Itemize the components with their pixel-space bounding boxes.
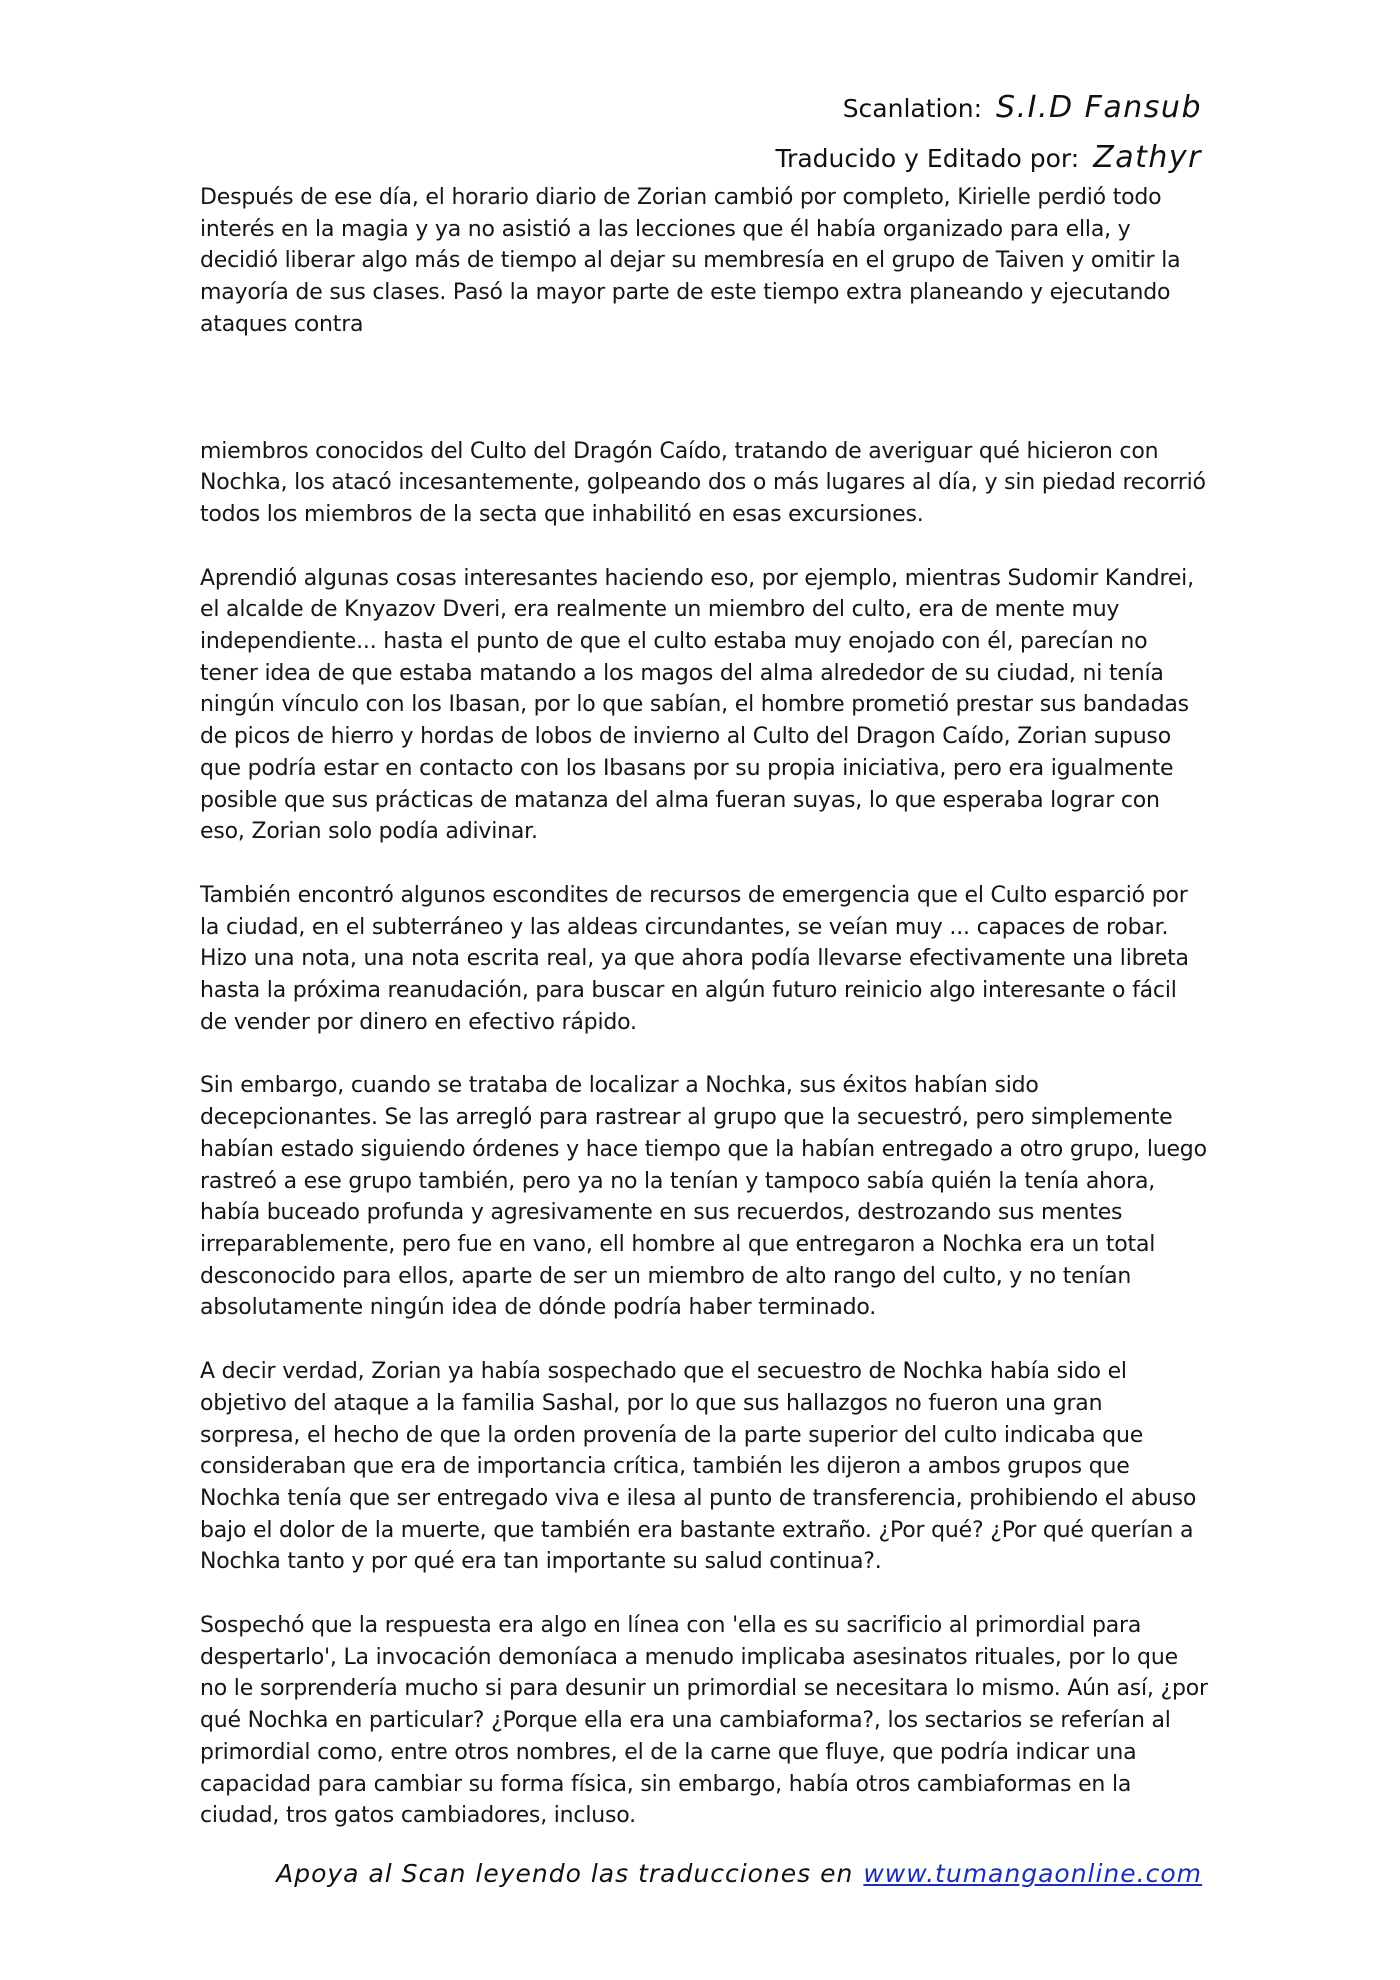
- scanlation-credit: [843, 90, 1202, 125]
- translation-credit: [775, 140, 1202, 175]
- footer-text: Apoya al Scan leyendo las traducciones en: [276, 1859, 854, 1888]
- footer-link[interactable]: www.tumangaonline.com: [863, 1859, 1202, 1888]
- translation-name: Zathyr: [1093, 140, 1202, 175]
- scanlation-label: Scanlation:: [842, 94, 983, 123]
- paragraph: miembros conocidos del Culto del Dragón Caído, tratando de averiguar qué hicieron con Nochka, los atacó incesantemente, golpeando dos o más lugares al día, y sin piedad recorrió todos los miembros de la secta que inhabilitó en esas excursiones.: [200, 438, 1206, 527]
- paragraph: Después de ese día, el horario diario de Zorian cambió por completo, Kirielle perdió todo interés en la magia y ya no asistió a las lecciones que él había organizado para ella, y decidió liberar algo más de tiempo al dejar su membresía en el grupo de Taiven y omitir la mayoría de sus clases. Pasó la mayor parte de este tiempo extra planeando y ejecutando ataques contra: [200, 185, 1181, 337]
- scanlation-name: S.I.D Fansub: [996, 90, 1202, 125]
- translation-label: Traducido y Editado por:: [775, 144, 1080, 173]
- paragraph: También encontró algunos escondites de recursos de emergencia que el Culto esparció por la ciudad, en el subterráneo y las aldeas circundantes, se veían muy ... capaces de robar. Hizo una nota, una nota escrita real, ya que ahora podía llevarse efectivamente una libreta hasta la próxima reanudación, para buscar en algún futuro reinicio algo interesante o fácil de vender por dinero en efectivo rápido.: [200, 882, 1189, 1035]
- paragraph: Sospechó que la respuesta era algo en línea con 'ella es su sacrificio al primordial para despertarlo', La invocación demoníaca a menudo implicaba asesinatos rituales, por lo que no le sorprendería mucho si para desunir un primordial se necesitara lo mismo. Aún así, ¿por qué Nochka en particular? ¿Porque ella era una cambiaforma?, los sectarios se referían al primordial como, entre otros nombres, el de la carne que fluye, que podría indicar una capacidad para cambiar su forma física, sin embargo, había otros cambiaformas en la ciudad, tros gatos cambiadores, incluso.: [200, 1613, 1208, 1829]
- footer-note: [276, 1859, 1202, 1888]
- body-text: [200, 182, 1208, 1832]
- paragraph: A decir verdad, Zorian ya había sospechado que el secuestro de Nochka había sido el objetivo del ataque a la familia Sashal, por lo que sus hallazgos no fueron una gran sorpresa, el hecho de que la orden provenía de la parte superior del culto indicaba que consideraban que era de importancia crítica, también les dijeron a ambos grupos que Nochka tenía que ser entregado viva e ilesa al punto de transferencia, prohibiendo el abuso bajo el dolor de la muerte, que también era bastante extraño. ¿Por qué? ¿Por qué querían a Nochka tanto y por qué era tan importante su salud continua?.: [200, 1359, 1197, 1575]
- paragraph: Sin embargo, cuando se trataba de localizar a Nochka, sus éxitos habían sido decepcionantes. Se las arregló para rastrear al grupo que la secuestró, pero simplemente habían estado siguiendo órdenes y hace tiempo que la habían entregado a otro grupo, luego rastreó a ese grupo también, pero ya no la tenían y tampoco sabía quién la tenía ahora, había buceado profunda y agresivamente en sus recuerdos, destrozando sus mentes irreparablemente, pero fue en vano, ell hombre al que entregaron a Nochka era un total desconocido para ellos, aparte de ser un miembro de alto rango del culto, y no tenían absolutamente ningún idea de dónde podría haber terminado.: [200, 1073, 1207, 1321]
- paragraph: Aprendió algunas cosas interesantes haciendo eso, por ejemplo, mientras Sudomir Kandrei, el alcalde de Knyazov Dveri, era realmente un miembro del culto, era de mente muy independiente... hasta el punto de que el culto estaba muy enojado con él, parecían no tener idea de que estaba matando a los magos del alma alrededor de su ciudad, ni tenía ningún vínculo con los Ibasan, por lo que sabían, el hombre prometió prestar sus bandadas de picos de hierro y hordas de lobos de invierno al Culto del Dragon Caído, Zorian supuso que podría estar en contacto con los Ibasans por su propia iniciativa, pero era igualmente posible que sus prácticas de matanza del alma fueran suyas, lo que esperaba lograr con eso, Zorian solo podía adivinar.: [200, 565, 1194, 845]
